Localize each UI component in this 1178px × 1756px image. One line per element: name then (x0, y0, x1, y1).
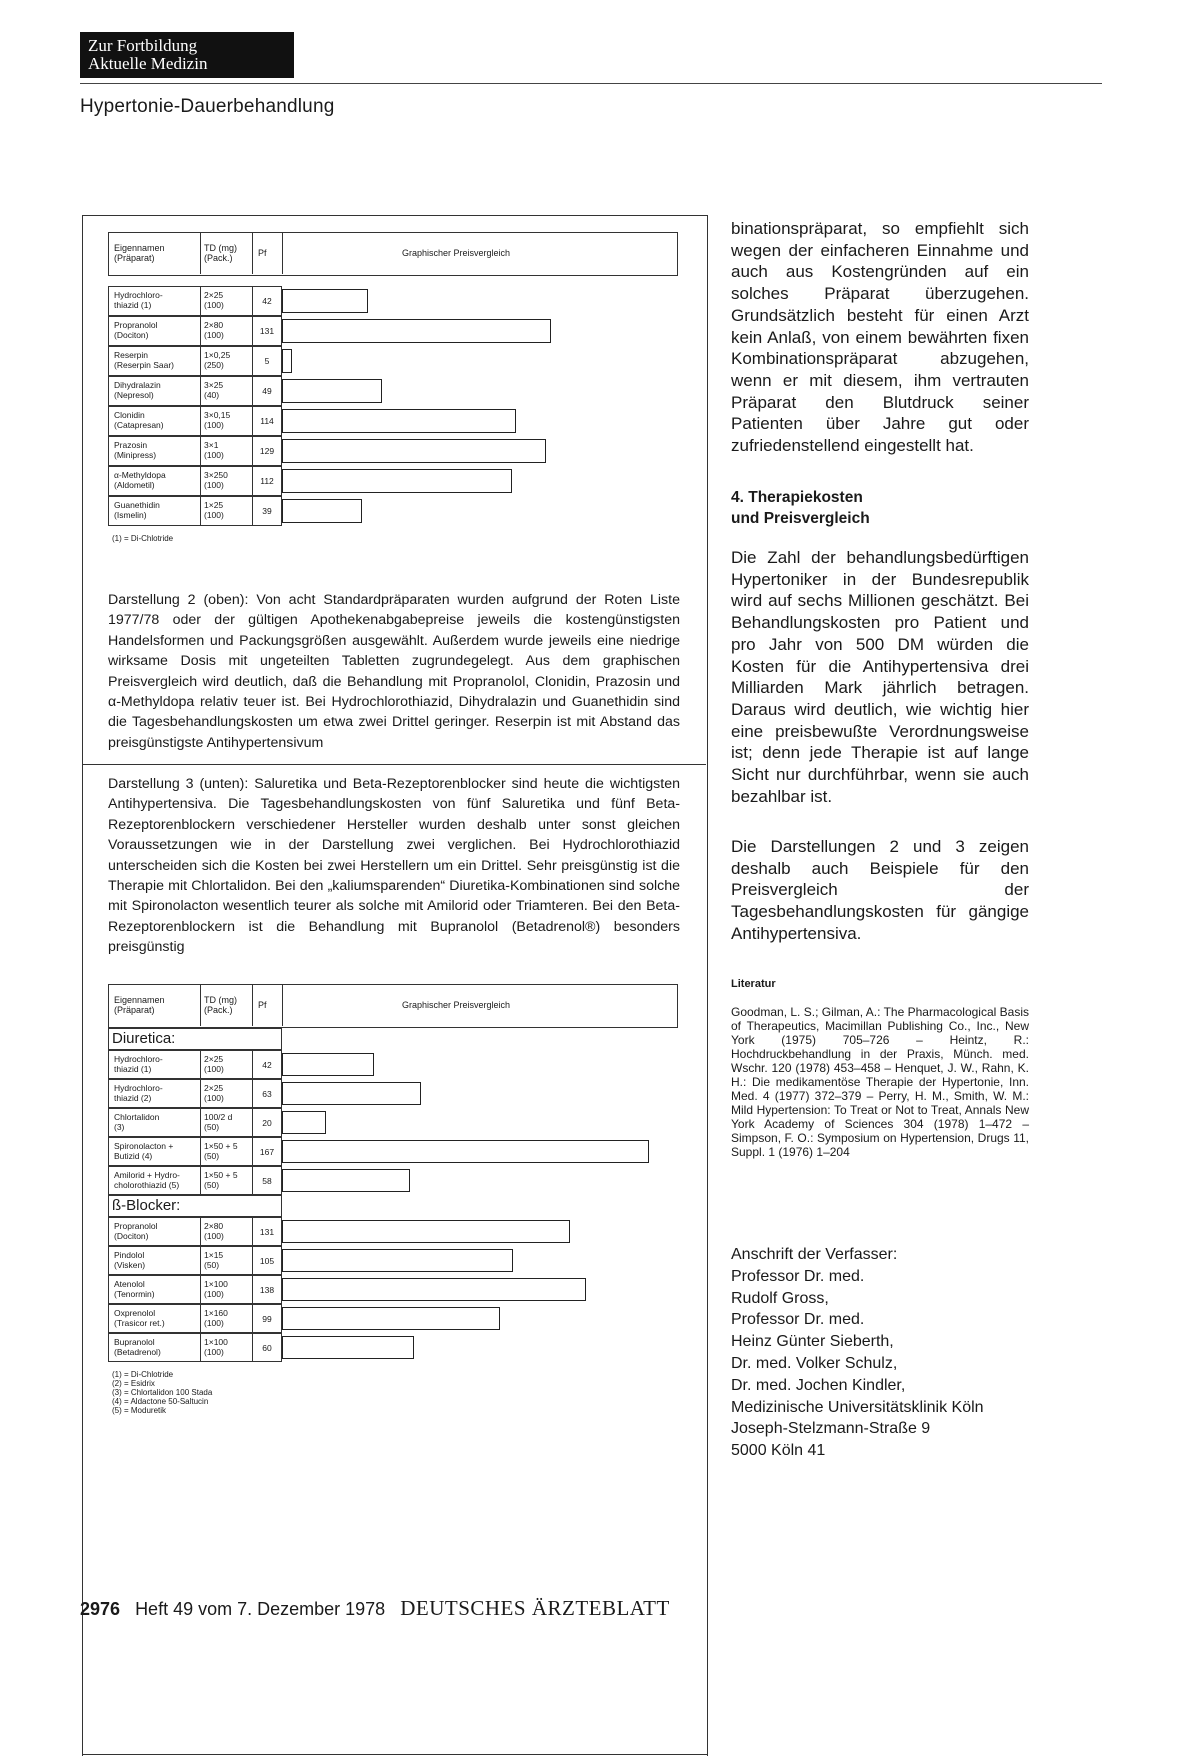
row-divider (252, 1108, 253, 1137)
group-frame (108, 1028, 282, 1050)
header-divider (282, 232, 283, 274)
body-paragraph-2: Die Zahl der behandlungsbedürftigen Hypertoniker in der Bundesrepublik wird auf sechs Millionen geschätzt. Bei Behandlungskosten pro Patient und pro Jahr von 500 DM würden die Kosten für die Antihypertensiva drei Milliarden Mark jährlich betragen. Daraus wird deutlich, wie wichtig hier eine preisbewußte Verordnungsweise ist; denn jede Therapie ist auf lange Sicht nur durchführbar, wenn sie auch bezahlbar ist. (731, 548, 1029, 806)
row-divider (252, 346, 253, 376)
drug-name: Bupranolol (Betadrenol) (114, 1337, 161, 1357)
dose-pack: 3×0,15 (100) (204, 410, 231, 430)
dose-pack: 1×160 (100) (204, 1308, 228, 1328)
dose-pack: 1×100 (100) (204, 1337, 228, 1357)
group-label: ß-Blocker: (112, 1197, 181, 1214)
price-pf: 39 (262, 506, 272, 516)
row-divider (200, 1304, 201, 1333)
row-divider (200, 1275, 201, 1304)
dose-pack: 2×80 (100) (204, 1221, 224, 1241)
section-heading-line-2: und Preisvergleich (731, 510, 870, 527)
column-header-pf: Pf (258, 1000, 267, 1010)
caption-darstellung-2: Darstellung 2 (oben): Von acht Standardpräparaten wurden aufgrund der Roten Liste 1977/78 oder der gültigen Apothekenabgabepreise jeweils die kostengünstigsten Handelsformen und Packungsgrößen ausgewählt. Außerdem wurde jeweils eine niedrige wirksame Dosis mit ungeteilten Tabletten zugrundegelegt. Aus dem graphischen Preisvergleich wird deutlich, daß die Behandlung mit Propranolol, Clonidin, Prazosin und α-Methyldopa relativ teuer ist. Bei Hydrochlorothiazid, Dihydralazin und Guanethidin sind die Tagesbehandlungskosten um etwa zwei Drittel geringer. Reserpin ist mit Abstand das preisgünstigste Antihypertensivum (108, 592, 680, 751)
row-divider (252, 1137, 253, 1166)
row-divider (252, 1050, 253, 1079)
drug-name: Guanethidin (Ismelin) (114, 500, 160, 520)
drug-name: Hydrochloro- thiazid (2) (114, 1083, 163, 1103)
row-divider (252, 316, 253, 346)
column-header-td: TD (mg) (Pack.) (204, 995, 237, 1015)
row-divider (252, 1333, 253, 1362)
address-line: Professor Dr. med. (731, 1267, 865, 1285)
column-header-pf: Pf (258, 248, 267, 258)
row-divider (200, 1050, 201, 1079)
section-badge (80, 32, 294, 78)
drug-name: Reserpin (Reserpin Saar) (114, 350, 174, 370)
caption-darstellung-3: Darstellung 3 (unten): Saluretika und Beta-Rezeptorenblocker sind heute die wichtigsten Antihypertensiva. Die Tagesbehandlungskosten von fünf Saluretika und fünf Beta-Rezeptorenblockern verschiedener Hersteller wurden deshalb unter sonst gleichen Voraussetzungen wie in der Darstellung zwei verglichen. Bei Hydrochlorothiazid unterscheiden sich die Kosten bei zwei Herstellern um ein Drittel. Sehr preisgünstig ist die Therapie mit Chlortalidon. Bei den „kaliumsparenden“ Diuretika-Kombinationen sind solche mit Spironolacton wesentlich teurer als solche mit Amilorid oder Triamteren. Bei den Beta-Rezeptorenblockern ist die Behandlung mit Bupranolol (Betadrenol®) besonders preisgünstig (108, 776, 680, 956)
dose-pack: 1×25 (100) (204, 500, 224, 520)
price-bar (282, 1307, 500, 1330)
header-divider (282, 984, 283, 1026)
price-bar (282, 1140, 649, 1163)
dose-pack: 3×250 (100) (204, 470, 228, 490)
row-divider (200, 406, 201, 436)
price-pf: 58 (262, 1175, 272, 1186)
dose-pack: 2×25 (100) (204, 290, 224, 310)
price-bar (282, 1111, 326, 1134)
footnote: (1) = Di-Chlotride (112, 534, 174, 543)
row-divider (252, 496, 253, 526)
price-bar (282, 1249, 513, 1272)
price-bar (282, 1169, 410, 1192)
price-pf: 114 (260, 416, 274, 426)
price-pf: 60 (262, 1342, 272, 1353)
price-pf: 5 (264, 356, 270, 366)
dose-pack: 1×100 (100) (204, 1279, 228, 1299)
section-heading-line-1: 4. Therapiekosten (731, 489, 863, 506)
price-pf: 112 (260, 476, 274, 486)
price-bar (282, 1053, 374, 1076)
header-divider (252, 984, 253, 1026)
drug-name: Clonidin (Catapresan) (114, 410, 164, 430)
chart-darstellung-2 (108, 232, 678, 572)
address-line: Dr. med. Volker Schulz, (731, 1354, 898, 1372)
dose-pack: 100/2 d (50) (204, 1112, 233, 1132)
references-list: Goodman, L. S.; Gilman, A.: The Pharmacological Basis of Therapeutics, Macimillan Publishing Co., Inc., New York (1975) 705–726 – Heintz, R.: Hochdruckbehandlung in der Praxis, Münch. med. Wschr. 120 (1978) 453–458 – Henquet, J. W., Rahn, K. H.: Die medikamentöse Therapie der Hypertonie, Inn. Med. 4 (1977) 372–379 – Perry, H. M., Smith, W. M.: Mild Hypertension: To Treat or Not to Treat, Annals New York Academy of Sciences 304 (1978) 1–472 – Simpson, F. O.: Symposium on Hypertension, Drugs 11, Suppl. 1 (1976) 1–204 (731, 1005, 1029, 1159)
drug-name: Prazosin (Minipress) (114, 440, 157, 460)
row-divider (200, 1333, 201, 1362)
address-line: Anschrift der Verfasser: (731, 1246, 898, 1263)
row-divider (252, 406, 253, 436)
row-divider (200, 436, 201, 466)
literature-heading: Literatur (731, 978, 776, 990)
price-bar (282, 289, 368, 313)
header-rule (80, 83, 1102, 84)
price-pf: 20 (262, 1117, 272, 1128)
column-header-name: Eigennamen (Präparat) (114, 995, 165, 1015)
magazine-name: DEUTSCHES ÄRZTEBLATT (400, 1596, 670, 1620)
row-divider (252, 436, 253, 466)
price-pf: 63 (262, 1088, 272, 1099)
row-divider (252, 466, 253, 496)
chart-title: Graphischer Preisvergleich (402, 248, 511, 258)
row-divider (200, 1137, 201, 1166)
row-divider (200, 316, 201, 346)
dose-pack: 3×25 (40) (204, 380, 224, 400)
row-divider (252, 286, 253, 316)
group-label: Diuretica: (112, 1030, 176, 1047)
row-divider (200, 1246, 201, 1275)
dose-pack: 1×0,25 (250) (204, 350, 231, 370)
row-divider (200, 376, 201, 406)
row-divider (252, 1246, 253, 1275)
row-divider (252, 1217, 253, 1246)
chart-darstellung-3 (108, 984, 678, 1454)
header-divider (200, 984, 201, 1026)
price-bar (282, 349, 292, 373)
drug-name: α-Methyldopa (Aldometil) (114, 470, 166, 490)
address-line: Medizinische Universitätsklinik Köln (731, 1398, 984, 1416)
column-header-td: TD (mg) (Pack.) (204, 243, 237, 263)
price-bar (282, 409, 516, 433)
page-footer (80, 1596, 670, 1621)
price-bar (282, 1278, 586, 1301)
dose-pack: 3×1 (100) (204, 440, 224, 460)
price-pf: 49 (262, 386, 272, 396)
drug-name: Chlortalidon (3) (114, 1112, 160, 1132)
row-divider (200, 466, 201, 496)
footnote: (2) = Esidrix (112, 1379, 155, 1388)
price-bar (282, 439, 546, 463)
body-paragraph-1: binationspräparat, so empfiehlt sich wegen der einfacheren Einnahme und auch aus Kostengründen auf ein solches Präparat überzugehen. Grundsätzlich besteht für einen Arzt kein Anlaß, von einem bewährten fixen Kombinationspräparat abzugehen, wenn er mit diesem, ihm vertrauten Präparat den Blutdruck seiner Patienten über Jahre gut oder zufriedenstellend eingestellt hat. (731, 219, 1029, 456)
price-bar (282, 499, 362, 523)
price-bar (282, 1336, 414, 1359)
header-divider (200, 232, 201, 274)
footnote: (5) = Moduretik (112, 1406, 167, 1415)
column-header-name: Eigennamen (Präparat) (114, 243, 165, 263)
issue-info: Heft 49 vom 7. Dezember 1978 (135, 1599, 386, 1619)
row-divider (200, 346, 201, 376)
author-address (731, 1244, 1031, 1462)
dose-pack: 2×80 (100) (204, 320, 224, 340)
row-divider (252, 1304, 253, 1333)
address-line: 5000 Köln 41 (731, 1442, 826, 1460)
dose-pack: 1×15 (50) (204, 1250, 224, 1270)
page-number: 2976 (80, 1599, 121, 1619)
section-heading (731, 487, 1029, 529)
price-pf: 42 (262, 296, 272, 306)
drug-name: Pindolol (Visken) (114, 1250, 146, 1270)
drug-name: Hydrochloro- thiazid (1) (114, 1054, 163, 1074)
running-title: Hypertonie-Dauerbehandlung (80, 96, 335, 117)
footnote: (1) = Di-Chlotride (112, 1370, 174, 1379)
footnote: (4) = Aldactone 50-Saltucin (112, 1397, 209, 1406)
dose-pack: 2×25 (100) (204, 1083, 224, 1103)
price-bar (282, 1082, 421, 1105)
drug-name: Propranolol (Dociton) (114, 320, 158, 340)
price-bar (282, 379, 382, 403)
price-pf: 42 (262, 1059, 272, 1070)
address-line: Dr. med. Jochen Kindler, (731, 1376, 906, 1394)
price-pf: 167 (259, 1146, 275, 1157)
price-pf: 131 (259, 326, 275, 336)
dose-pack: 2×25 (100) (204, 1054, 224, 1074)
price-pf: 138 (259, 1284, 275, 1295)
caption-separator (82, 764, 706, 765)
row-divider (200, 1166, 201, 1195)
drug-name: Propranolol (Dociton) (114, 1221, 158, 1241)
address-line: Rudolf Gross, (731, 1289, 829, 1307)
drug-name: Hydrochloro- thiazid (1) (114, 290, 163, 310)
price-bar (282, 319, 551, 343)
drug-name: Amilorid + Hydro- cholorothiazid (5) (114, 1170, 180, 1190)
row-divider (200, 496, 201, 526)
row-divider (200, 1108, 201, 1137)
group-frame (108, 1195, 282, 1217)
price-bar (282, 1220, 570, 1243)
address-line: Heinz Günter Sieberth, (731, 1333, 894, 1351)
badge-line-2: Aktuelle Medizin (88, 54, 208, 73)
price-pf: 131 (259, 1226, 275, 1237)
address-line: Professor Dr. med. (731, 1311, 865, 1329)
chart-title: Graphischer Preisvergleich (402, 1000, 511, 1010)
row-divider (252, 1166, 253, 1195)
row-divider (200, 1079, 201, 1108)
price-pf: 129 (259, 446, 275, 456)
price-bar (282, 469, 512, 493)
footnote: (3) = Chlortalidon 100 Stada (112, 1388, 213, 1397)
drug-name: Oxprenolol (Trasicor ret.) (114, 1308, 165, 1328)
price-pf: 105 (259, 1255, 275, 1266)
drug-name: Dihydralazin (Nepresol) (114, 380, 161, 400)
drug-name: Spironolacton + Butizid (4) (114, 1141, 174, 1161)
row-divider (252, 1275, 253, 1304)
row-divider (252, 1079, 253, 1108)
body-paragraph-3: Die Darstellungen 2 und 3 zeigen deshalb auch Beispiele für den Preisvergleich der Tagesbehandlungskosten für gängige Antihypertensiva. (731, 837, 1029, 943)
badge-line-1: Zur Fortbildung (88, 36, 198, 55)
row-divider (200, 1217, 201, 1246)
price-pf: 99 (262, 1313, 272, 1324)
drug-name: Atenolol (Tenormin) (114, 1279, 155, 1299)
address-line: Joseph-Stelzmann-Straße 9 (731, 1420, 931, 1438)
dose-pack: 1×50 + 5 (50) (204, 1170, 238, 1190)
header-divider (252, 232, 253, 274)
row-divider (200, 286, 201, 316)
dose-pack: 1×50 + 5 (50) (204, 1141, 238, 1161)
row-divider (252, 376, 253, 406)
